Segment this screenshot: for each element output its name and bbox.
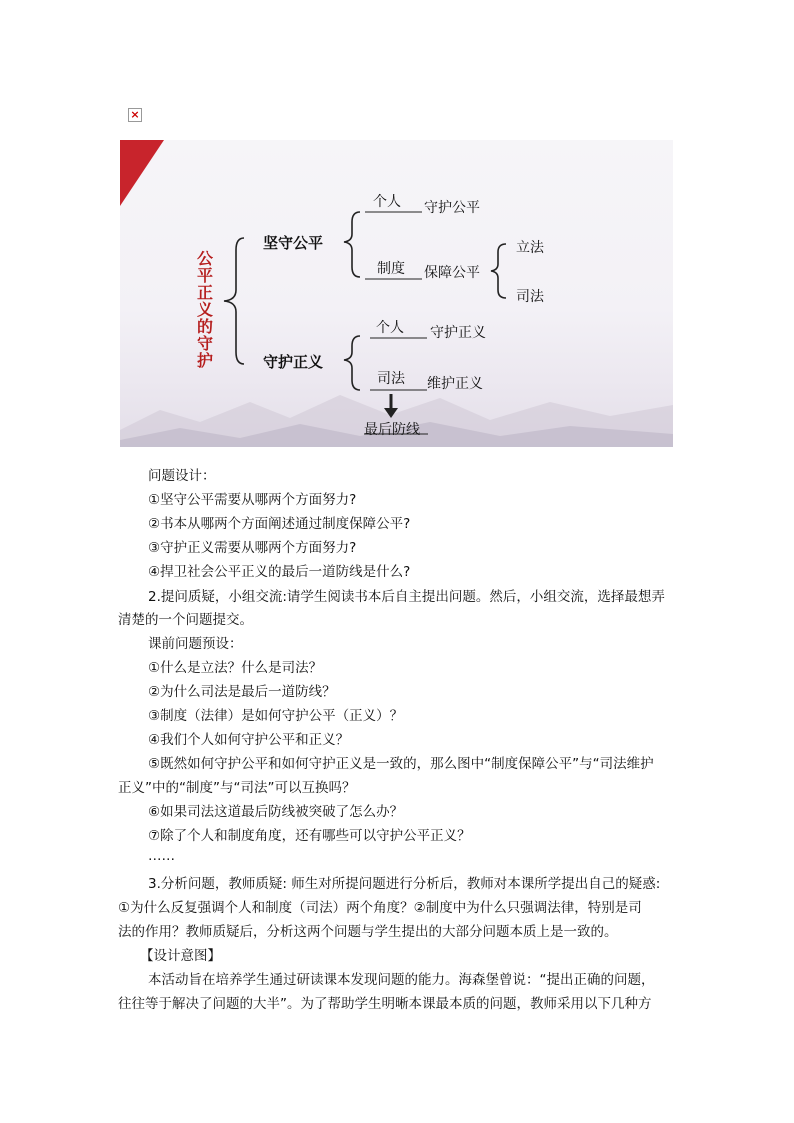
paragraph-3-line-1: 3.分析问题，教师质疑: 师生对所提问题进行分析后，教师对本课所学提出自己的疑惑:: [148, 876, 661, 892]
question-4: ④捍卫社会公平正义的最后一道防线是什么?: [148, 564, 411, 580]
branch-fair-person: 个人: [373, 194, 401, 210]
pre-question-5-line-2: 正义”中的“制度”与“司法”可以互换吗？: [118, 780, 356, 796]
pre-question-2: ②为什么司法是最后一道防线？: [148, 684, 336, 700]
last-line-label: 最后防线: [364, 422, 420, 438]
pre-question-6: ⑥如果司法这道最后防线被突破了怎么办？: [148, 804, 404, 820]
legal-brace: [491, 244, 506, 298]
mind-map-slide: [120, 140, 673, 447]
branch-justice-judiciary: 司法: [377, 371, 405, 387]
pre-question-3: ③制度（法律）是如何守护公平（正义）？: [148, 708, 404, 724]
pre-question-7: ⑦除了个人和制度角度，还有哪些可以守护公平正义？: [148, 828, 471, 844]
branch-justice-person-action: 守护正义: [430, 325, 486, 341]
pre-question-4: ④我们个人如何守护公平和正义？: [148, 732, 350, 748]
paragraph-3-line-3: 法的作用？教师质疑后，分析这两个问题与学生提出的大部分问题本质上是一致的。: [118, 924, 618, 940]
paragraph-4-line-2: 往往等于解决了问题的大半”。为了帮助学生明晰本课最本质的问题，教师采用以下几种方: [118, 996, 652, 1012]
branch-justice-person: 个人: [376, 320, 404, 336]
corner-decoration: [120, 140, 164, 206]
design-intent-heading: 【设计意图】: [140, 948, 221, 964]
paragraph-3-line-2: ①为什么反复强调个人和制度（司法）两个角度？②制度中为什么只强调法律，特别是司: [118, 900, 642, 916]
root-brace: [224, 238, 244, 364]
branch1-brace: [344, 212, 360, 277]
paragraph-2-line-2: 清楚的一个问题提交。: [118, 612, 253, 628]
ellipsis: ……: [148, 848, 175, 864]
branch-fair-system-action: 保障公平: [424, 265, 480, 281]
paragraph-2-line-1: 2.提问质疑，小组交流:请学生阅读书本后自主提出问题。然后，小组交流，选择最想弄: [148, 589, 665, 605]
question-1: ①坚守公平需要从哪两个方面努力?: [148, 492, 357, 508]
branch2-brace: [344, 336, 360, 390]
judiciary-label: 司法: [516, 289, 544, 305]
question-2: ②书本从哪两个方面阐述通过制度保障公平?: [148, 516, 411, 532]
branch-justice-judiciary-action: 维护正义: [427, 376, 483, 392]
legislation-label: 立法: [516, 240, 544, 256]
question-3: ③守护正义需要从哪两个方面努力?: [148, 540, 357, 556]
branch-fair-system: 制度: [377, 261, 405, 277]
pre-question-1: ①什么是立法？什么是司法？: [148, 660, 323, 676]
branch-fair: 坚守公平: [263, 234, 324, 252]
question-design-heading: 问题设计：: [148, 468, 216, 484]
branch-justice: 守护正义: [263, 353, 324, 371]
broken-image-icon: ×: [128, 108, 142, 122]
pre-questions-heading: 课前问题预设：: [148, 636, 243, 652]
vertical-title: 公平正义的守护: [196, 249, 213, 370]
branch-fair-person-action: 守护公平: [424, 200, 480, 216]
pre-question-5-line-1: ⑤既然如何守护公平和如何守护正义是一致的，那么图中“制度保障公平”与“司法维护: [148, 756, 654, 772]
paragraph-4-line-1: 本活动旨在培养学生通过研读课本发现问题的能力。海森堡曾说：“提出正确的问题，: [148, 972, 655, 988]
